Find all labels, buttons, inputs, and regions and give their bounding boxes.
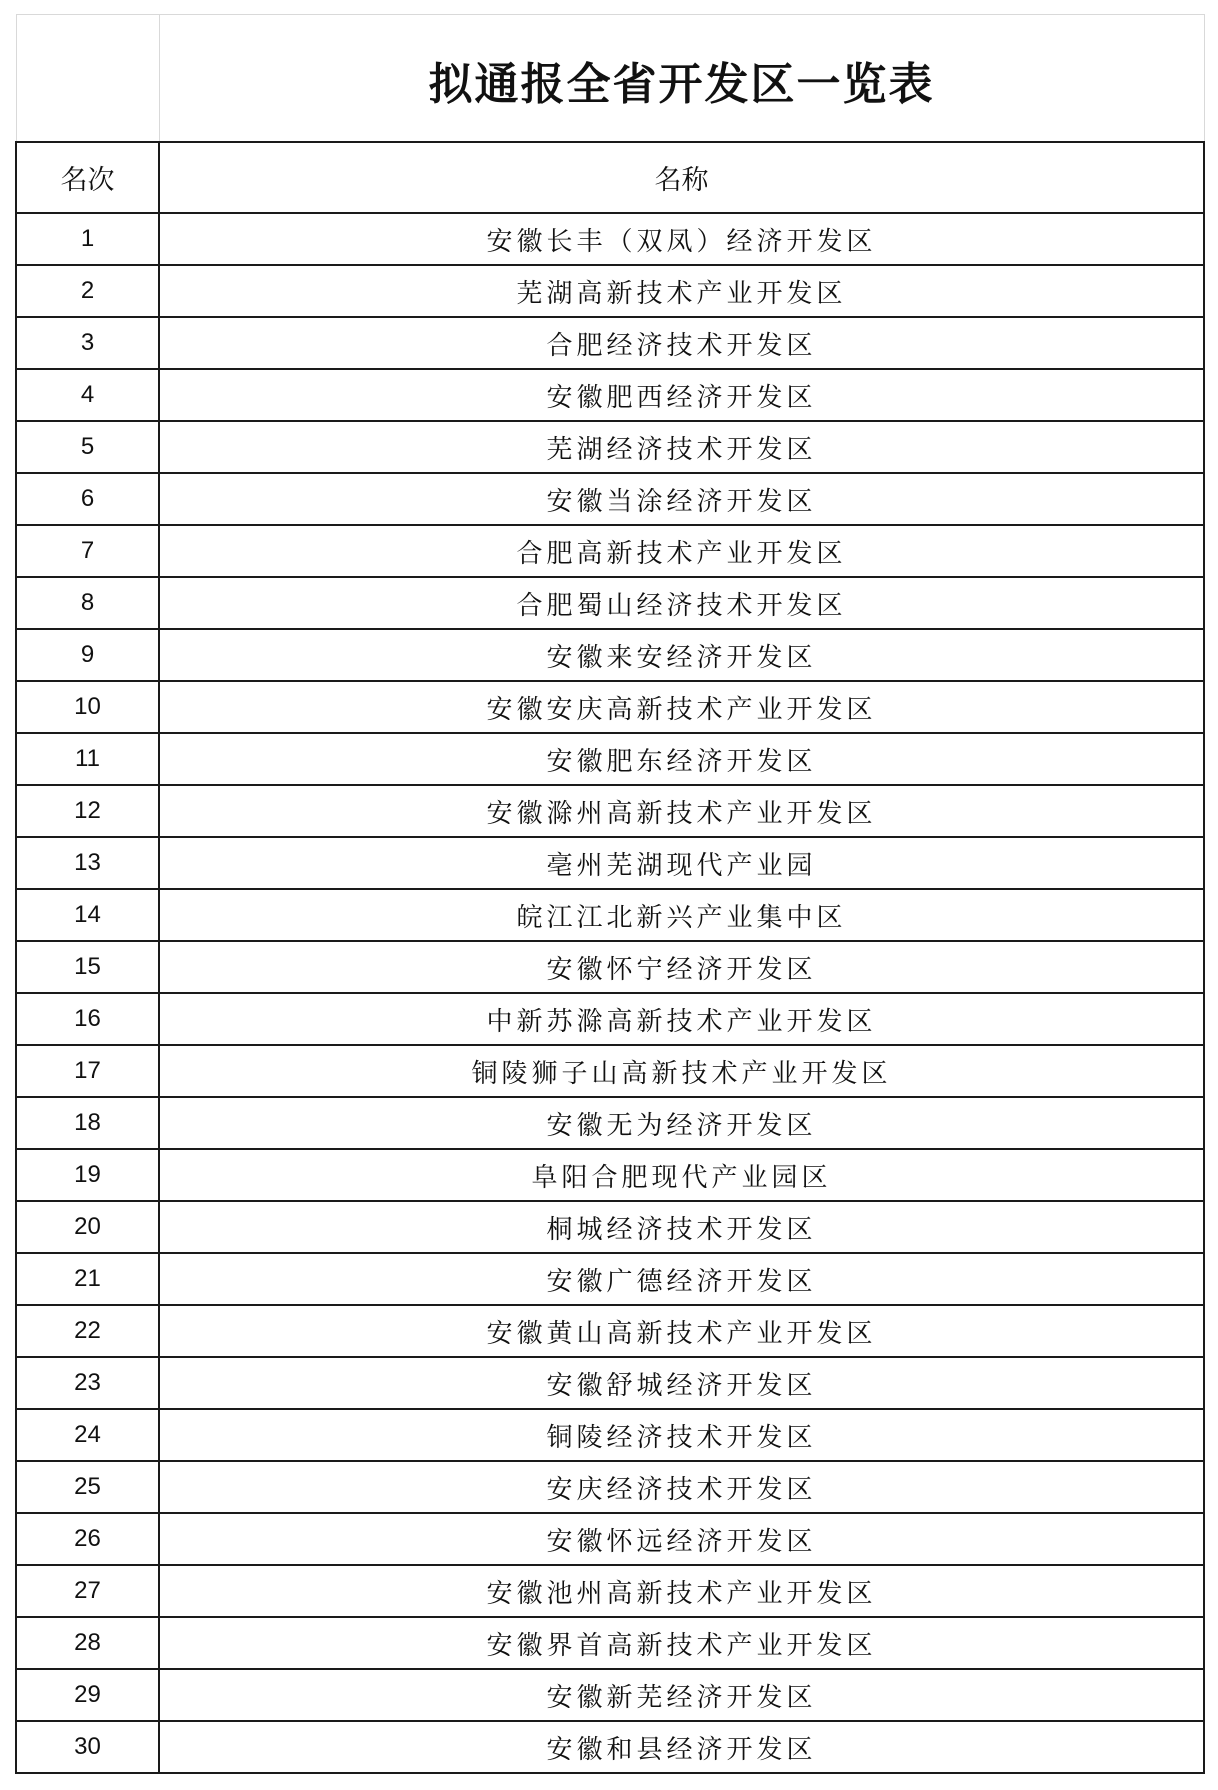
zone-name-cell[interactable]: 安徽界首高新技术产业开发区 bbox=[159, 1617, 1204, 1669]
zone-name-cell[interactable]: 安徽黄山高新技术产业开发区 bbox=[159, 1305, 1204, 1357]
rank-cell[interactable]: 17 bbox=[16, 1045, 159, 1097]
header-row bbox=[16, 142, 1204, 213]
table-row bbox=[16, 1513, 1204, 1565]
table-row bbox=[16, 1045, 1204, 1097]
table-body bbox=[16, 15, 1204, 1774]
zone-name-cell[interactable]: 安徽池州高新技术产业开发区 bbox=[159, 1565, 1204, 1617]
zone-name-cell[interactable]: 安徽和县经济开发区 bbox=[159, 1721, 1204, 1773]
zone-name-cell[interactable]: 安徽无为经济开发区 bbox=[159, 1097, 1204, 1149]
table-row bbox=[16, 1669, 1204, 1721]
rank-cell[interactable]: 8 bbox=[16, 577, 159, 629]
rank-cell[interactable]: 19 bbox=[16, 1149, 159, 1201]
rank-cell[interactable]: 12 bbox=[16, 785, 159, 837]
zone-name-cell[interactable]: 安徽安庆高新技术产业开发区 bbox=[159, 681, 1204, 733]
rank-cell[interactable]: 4 bbox=[16, 369, 159, 421]
table-row bbox=[16, 1097, 1204, 1149]
table-row bbox=[16, 941, 1204, 993]
table-row bbox=[16, 421, 1204, 473]
rank-cell[interactable]: 16 bbox=[16, 993, 159, 1045]
rank-cell[interactable]: 10 bbox=[16, 681, 159, 733]
zone-name-cell[interactable]: 芜湖高新技术产业开发区 bbox=[159, 265, 1204, 317]
zone-name-cell[interactable]: 安徽肥西经济开发区 bbox=[159, 369, 1204, 421]
zone-name-cell[interactable]: 合肥经济技术开发区 bbox=[159, 317, 1204, 369]
table-row bbox=[16, 1461, 1204, 1513]
zone-name-cell[interactable]: 安徽怀远经济开发区 bbox=[159, 1513, 1204, 1565]
rank-cell[interactable]: 21 bbox=[16, 1253, 159, 1305]
zone-name-cell[interactable]: 铜陵狮子山高新技术产业开发区 bbox=[159, 1045, 1204, 1097]
title-cell[interactable] bbox=[159, 15, 1204, 143]
table-row bbox=[16, 213, 1204, 265]
rank-cell[interactable]: 5 bbox=[16, 421, 159, 473]
table-row bbox=[16, 1305, 1204, 1357]
rank-cell[interactable]: 18 bbox=[16, 1097, 159, 1149]
rank-cell[interactable]: 27 bbox=[16, 1565, 159, 1617]
rank-cell[interactable]: 6 bbox=[16, 473, 159, 525]
table-row bbox=[16, 1253, 1204, 1305]
table-row bbox=[16, 1721, 1204, 1773]
table-row bbox=[16, 681, 1204, 733]
page-title: 拟通报全省开发区一览表 bbox=[428, 59, 935, 110]
table-row bbox=[16, 1565, 1204, 1617]
table-row bbox=[16, 525, 1204, 577]
zone-name-cell[interactable]: 安徽肥东经济开发区 bbox=[159, 733, 1204, 785]
zone-name-cell[interactable]: 安徽舒城经济开发区 bbox=[159, 1357, 1204, 1409]
rank-cell[interactable]: 2 bbox=[16, 265, 159, 317]
rank-cell[interactable]: 13 bbox=[16, 837, 159, 889]
table-row bbox=[16, 993, 1204, 1045]
rank-cell[interactable]: 20 bbox=[16, 1201, 159, 1253]
rank-cell[interactable]: 15 bbox=[16, 941, 159, 993]
table-row bbox=[16, 473, 1204, 525]
table-row bbox=[16, 733, 1204, 785]
zone-name-cell[interactable]: 安徽怀宁经济开发区 bbox=[159, 941, 1204, 993]
name-column-header[interactable]: 名称 bbox=[159, 142, 1204, 213]
table-row bbox=[16, 1149, 1204, 1201]
table-row bbox=[16, 889, 1204, 941]
table-row bbox=[16, 629, 1204, 681]
table-row bbox=[16, 1201, 1204, 1253]
rank-column-header[interactable]: 名次 bbox=[16, 142, 159, 213]
zone-name-cell[interactable]: 安徽长丰（双凤）经济开发区 bbox=[159, 213, 1204, 265]
rank-cell[interactable]: 1 bbox=[16, 213, 159, 265]
title-row bbox=[16, 15, 1204, 143]
table-row bbox=[16, 317, 1204, 369]
zone-name-cell[interactable]: 阜阳合肥现代产业园区 bbox=[159, 1149, 1204, 1201]
table-row bbox=[16, 369, 1204, 421]
rank-cell[interactable]: 24 bbox=[16, 1409, 159, 1461]
rank-cell[interactable]: 30 bbox=[16, 1721, 159, 1773]
rank-cell[interactable]: 28 bbox=[16, 1617, 159, 1669]
rank-cell[interactable]: 26 bbox=[16, 1513, 159, 1565]
rank-cell[interactable]: 9 bbox=[16, 629, 159, 681]
rank-cell[interactable]: 3 bbox=[16, 317, 159, 369]
zone-name-cell[interactable]: 皖江江北新兴产业集中区 bbox=[159, 889, 1204, 941]
zone-name-cell[interactable]: 合肥高新技术产业开发区 bbox=[159, 525, 1204, 577]
zone-name-cell[interactable]: 亳州芜湖现代产业园 bbox=[159, 837, 1204, 889]
rank-cell[interactable]: 25 bbox=[16, 1461, 159, 1513]
table-row bbox=[16, 1617, 1204, 1669]
zone-name-cell[interactable]: 安徽滁州高新技术产业开发区 bbox=[159, 785, 1204, 837]
zone-name-cell[interactable]: 中新苏滁高新技术产业开发区 bbox=[159, 993, 1204, 1045]
rank-cell[interactable]: 7 bbox=[16, 525, 159, 577]
zone-name-cell[interactable]: 桐城经济技术开发区 bbox=[159, 1201, 1204, 1253]
table-row bbox=[16, 265, 1204, 317]
title-blank-cell[interactable] bbox=[16, 15, 159, 143]
table-row bbox=[16, 577, 1204, 629]
zone-name-cell[interactable]: 安徽当涂经济开发区 bbox=[159, 473, 1204, 525]
zone-name-cell[interactable]: 安庆经济技术开发区 bbox=[159, 1461, 1204, 1513]
table-row bbox=[16, 837, 1204, 889]
table-row bbox=[16, 785, 1204, 837]
zone-name-cell[interactable]: 合肥蜀山经济技术开发区 bbox=[159, 577, 1204, 629]
rank-cell[interactable]: 29 bbox=[16, 1669, 159, 1721]
zone-name-cell[interactable]: 芜湖经济技术开发区 bbox=[159, 421, 1204, 473]
rank-cell[interactable]: 22 bbox=[16, 1305, 159, 1357]
table-row bbox=[16, 1409, 1204, 1461]
zone-name-cell[interactable]: 安徽广德经济开发区 bbox=[159, 1253, 1204, 1305]
rank-cell[interactable]: 14 bbox=[16, 889, 159, 941]
table-row bbox=[16, 1357, 1204, 1409]
rank-cell[interactable]: 11 bbox=[16, 733, 159, 785]
zone-name-cell[interactable]: 安徽来安经济开发区 bbox=[159, 629, 1204, 681]
zone-name-cell[interactable]: 铜陵经济技术开发区 bbox=[159, 1409, 1204, 1461]
development-zone-table bbox=[15, 14, 1205, 1774]
zone-name-cell[interactable]: 安徽新芜经济开发区 bbox=[159, 1669, 1204, 1721]
rank-cell[interactable]: 23 bbox=[16, 1357, 159, 1409]
